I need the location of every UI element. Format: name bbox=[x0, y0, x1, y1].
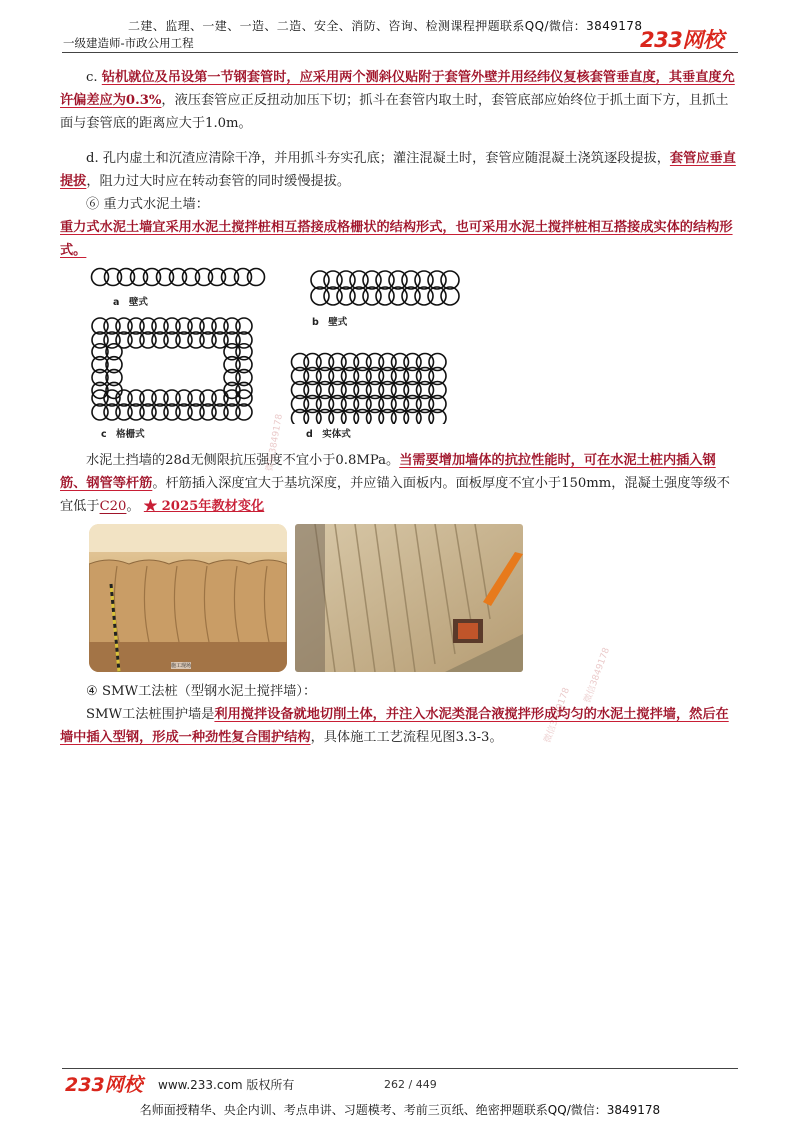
footer-contact-line: 名师面授精华、央企内训、考点串讲、习题模考、考前三页纸、绝密押题联系QQ/微信：3849178 bbox=[139, 1103, 661, 1117]
gravity-wall-emphasis: 重力式水泥土墙宜采用水泥土搅拌桩相互搭接成格栅状的结构形式，也可采用水泥土搅拌桩相互搭接成实体的结构形式。 bbox=[60, 220, 733, 258]
figure-d-diagram bbox=[290, 352, 450, 424]
gravity-wall-text bbox=[60, 216, 740, 262]
paragraph-smw-text-2: ，具体施工工艺流程见图3.3-3。 bbox=[310, 730, 503, 745]
paragraph-c-prefix: c. bbox=[86, 70, 98, 85]
figure-b-diagram bbox=[308, 268, 468, 310]
paragraph-c bbox=[60, 66, 740, 135]
photo-caption: 施工现场 bbox=[171, 663, 192, 669]
paragraph-d bbox=[60, 147, 740, 193]
paragraph-d-text-1: 孔内虚土和沉渣应清除干净，并用抓斗夯实孔底；灌注混凝土时，套管应随混凝土浇筑逐段提拔， bbox=[102, 151, 670, 166]
footer-copyright: www.233.com 版权所有 bbox=[158, 1078, 295, 1092]
site-photo-left bbox=[89, 524, 287, 672]
paragraph-strength-text-2: 。杆筋插入深度宜大于基坑深度，并应锚入面板内。面板厚度不宜小于150mm，混凝土强度等级不宜低于 bbox=[60, 476, 730, 514]
figure-c-label: c 格栅式 bbox=[101, 429, 145, 440]
brand-logo-text: 233网校 bbox=[640, 28, 724, 52]
paragraph-strength-text-1: 水泥土挡墙的28d无侧限抗压强度不宜小于0.8MPa。 bbox=[86, 453, 400, 468]
pile-circle bbox=[429, 410, 446, 425]
header-divider bbox=[62, 52, 738, 53]
paragraph-strength bbox=[60, 449, 740, 518]
figure-c-diagram bbox=[90, 316, 265, 424]
concrete-grade: C20 bbox=[99, 499, 127, 514]
footer-divider bbox=[62, 1068, 738, 1069]
figure-a-label: a 壁式 bbox=[113, 297, 148, 308]
figure-b-label: b 壁式 bbox=[312, 317, 348, 328]
paragraph-d-prefix: d. bbox=[86, 151, 99, 166]
site-photo-right bbox=[295, 524, 523, 672]
pile-circle bbox=[248, 269, 265, 286]
watermark: 微信3849178 bbox=[582, 646, 613, 705]
heading-gravity-wall: ⑥ 重力式水泥土墙： bbox=[86, 197, 209, 212]
footer-logo: 233网校 bbox=[65, 1074, 143, 1096]
brand-logo bbox=[640, 24, 723, 54]
paragraph-smw bbox=[60, 703, 740, 749]
watermark: 微信3849178 bbox=[264, 413, 285, 473]
heading-smw: ④ SMW工法桩（型钢水泥土搅拌墙）： bbox=[86, 684, 317, 699]
paragraph-smw-text-1: SMW工法桩围护墙是 bbox=[86, 707, 215, 722]
header-subtitle: 一级建造师-市政公用工程 bbox=[63, 36, 194, 50]
paragraph-strength-emphasis: 当需要增加墙体的抗拉性能时，可在水泥土桩内插入钢筋、钢管等杆筋 bbox=[60, 453, 716, 491]
paragraph-c-emphasis: 钻机就位及吊设第一节钢套管时，应采用两个测斜仪贴附于套管外壁并用经纬仪复核套管垂直度，其垂直度允许偏差应为0.3% bbox=[60, 70, 735, 108]
watermark: 微信3849178 bbox=[542, 686, 573, 745]
paragraph-c-text: ，液压套管应正反扭动加压下切；抓斗在套管内取土时，套管底部应始终位于抓土面下方，且抓土面与套管底的距离应大于1.0m。 bbox=[60, 93, 729, 131]
site-photo-left-image bbox=[89, 524, 287, 672]
page-number: 262 / 449 bbox=[384, 1078, 437, 1091]
header-contact-line: 二建、监理、一建、一造、二造、安全、消防、咨询、检测课程押题联系QQ/微信：3849178 bbox=[128, 19, 643, 33]
paragraph-smw-emphasis: 利用搅拌设备就地切削土体，并注入水泥类混合液搅拌形成均匀的水泥土搅拌墙，然后在墙中插入型钢，形成一种劲性复合围护结构 bbox=[60, 707, 729, 745]
paragraph-d-emphasis: 套管应垂直提拔 bbox=[60, 151, 736, 189]
site-photo-right-image bbox=[295, 524, 523, 672]
figure-a-diagram bbox=[90, 263, 270, 291]
paragraph-d-text-2: ，阻力过大时应在转动套管的同时缓慢提拔。 bbox=[86, 174, 351, 189]
figure-d-label: d 实体式 bbox=[306, 429, 351, 440]
textbook-change-badge: ★ 2025年教材变化 bbox=[143, 499, 265, 514]
paragraph-strength-text-3: 。 bbox=[126, 499, 140, 514]
